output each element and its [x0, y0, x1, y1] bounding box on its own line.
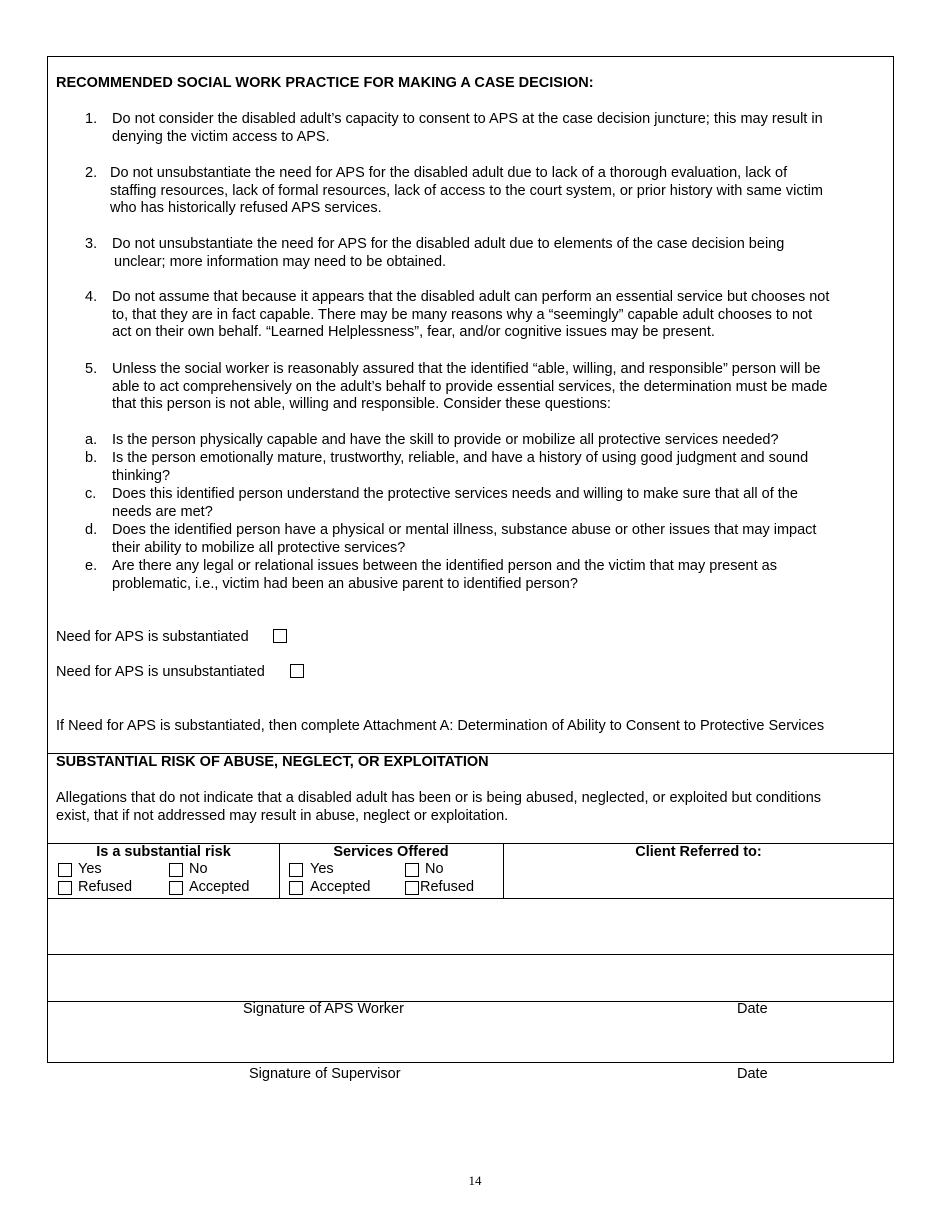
list-item-2: Do not unsubstantiate the need for APS for the disabled adult due to lack of a thorough evaluation, lack of staffing resources, lack of formal resources, lack of access to the court system, or prior history with same victim who has historically refused APS services.: [110, 165, 823, 216]
services-yes-label: Yes: [310, 861, 334, 877]
substantiated-label: Need for APS is substantiated: [56, 629, 249, 645]
risk-no-checkbox[interactable]: [169, 863, 183, 877]
question-letter: e.: [85, 558, 98, 574]
list-item-1: Do not consider the disabled adult’s capacity to consent to APS at the case decision juncture; this may result in denying the victim access to APS.: [112, 111, 823, 145]
client-referred-field[interactable]: [506, 862, 890, 896]
risk-refused-checkbox[interactable]: [58, 881, 72, 895]
list-item-5: Unless the social worker is reasonably assured that the identified “able, willing, and responsible” person will be able to act comprehensively on the adult’s behalf to provide essential services, the determination must be made that this person is not able, willing and responsible. Consider these questions:: [112, 361, 828, 412]
unsubstantiated-checkbox[interactable]: [290, 664, 304, 678]
services-refused-label: Refused: [420, 879, 475, 895]
section-heading-case-decision: RECOMMENDED SOCIAL WORK PRACTICE FOR MAKING A CASE DECISION:: [56, 75, 594, 91]
risk-refused-label: Refused: [78, 879, 133, 895]
question-b: Is the person emotionally mature, trustworthy, reliable, and have a history of using good judgment and sound thinking?: [112, 450, 809, 484]
services-accepted-checkbox[interactable]: [289, 881, 303, 895]
question-a: Is the person physically capable and have the skill to provide or mobilize all protective services needed?: [112, 432, 779, 448]
question-letter: a.: [85, 432, 98, 448]
substantiated-row: [56, 629, 249, 647]
supervisor-signature-label: Signature of Supervisor: [249, 1066, 401, 1082]
services-no-label: No: [425, 861, 444, 877]
supervisor-signature-field[interactable]: [50, 1020, 890, 1060]
substantial-risk-description: Allegations that do not indicate that a disabled adult has been or is being abused, neglected, or exploited but conditions exist, that if not addressed may result in abuse, neglect or exploitation.: [56, 790, 822, 824]
worker-date-label: Date: [737, 1001, 768, 1017]
services-no-checkbox[interactable]: [405, 863, 419, 877]
col-header-services-offered: Services Offered: [333, 844, 449, 860]
unsubstantiated-row: [56, 664, 265, 682]
list-item-number: 5.: [85, 361, 98, 377]
list-item-number: 4.: [85, 289, 98, 305]
question-e: Are there any legal or relational issues between the identified person and the victim that may present as problematic, i.e., victim had been an abusive parent to identified person?: [112, 558, 777, 592]
divider-row2: [48, 954, 893, 955]
risk-accepted-label: Accepted: [189, 879, 250, 895]
divider-table-bottom: [48, 898, 893, 899]
question-letter: b.: [85, 450, 98, 466]
services-refused-checkbox[interactable]: [405, 881, 419, 895]
col-header-client-referred: Client Referred to:: [635, 844, 762, 860]
question-letter: d.: [85, 522, 98, 538]
list-item-number: 1.: [85, 111, 98, 127]
col-header-substantial-risk: Is a substantial risk: [96, 844, 231, 860]
question-letter: c.: [85, 486, 97, 502]
section-heading-substantial-risk: SUBSTANTIAL RISK OF ABUSE, NEGLECT, OR EXPLOITATION: [56, 754, 489, 770]
page-number: 14: [468, 1173, 482, 1188]
worker-signature-field[interactable]: [50, 900, 890, 950]
question-d: Does the identified person have a physical or mental illness, substance abuse or other issues that may impact their ability to mobilize all protective services?: [112, 522, 817, 556]
attachment-instruction: If Need for APS is substantiated, then complete Attachment A: Determination of Ability to Consent to Protective Services: [56, 718, 825, 734]
supervisor-date-label: Date: [737, 1066, 768, 1082]
worker-signature-label: Signature of APS Worker: [243, 1001, 404, 1017]
list-item-3: Do not unsubstantiate the need for APS for the disabled adult due to elements of the case decision being unclear; more information may need to be obtained.: [112, 236, 785, 270]
services-yes-checkbox[interactable]: [289, 863, 303, 877]
list-item-4: Do not assume that because it appears that the disabled adult can perform an essential service but chooses not to, that they are in fact capable. There may be many reasons why a “seemingly” capable adult chooses to not act on their own behalf. “Learned Helplessness”, fear, and/or cognitive issues may be present.: [112, 289, 830, 340]
risk-yes-label: Yes: [78, 861, 102, 877]
list-item-number: 2.: [85, 165, 98, 181]
risk-accepted-checkbox[interactable]: [169, 881, 183, 895]
risk-no-label: No: [189, 861, 208, 877]
question-c: Does this identified person understand the protective services needs and willing to make sure that all of the needs are met?: [112, 486, 798, 520]
substantiated-checkbox[interactable]: [273, 629, 287, 643]
unsubstantiated-label: Need for APS is unsubstantiated: [56, 664, 265, 680]
list-item-number: 3.: [85, 236, 98, 252]
risk-yes-checkbox[interactable]: [58, 863, 72, 877]
services-accepted-label: Accepted: [310, 879, 371, 895]
